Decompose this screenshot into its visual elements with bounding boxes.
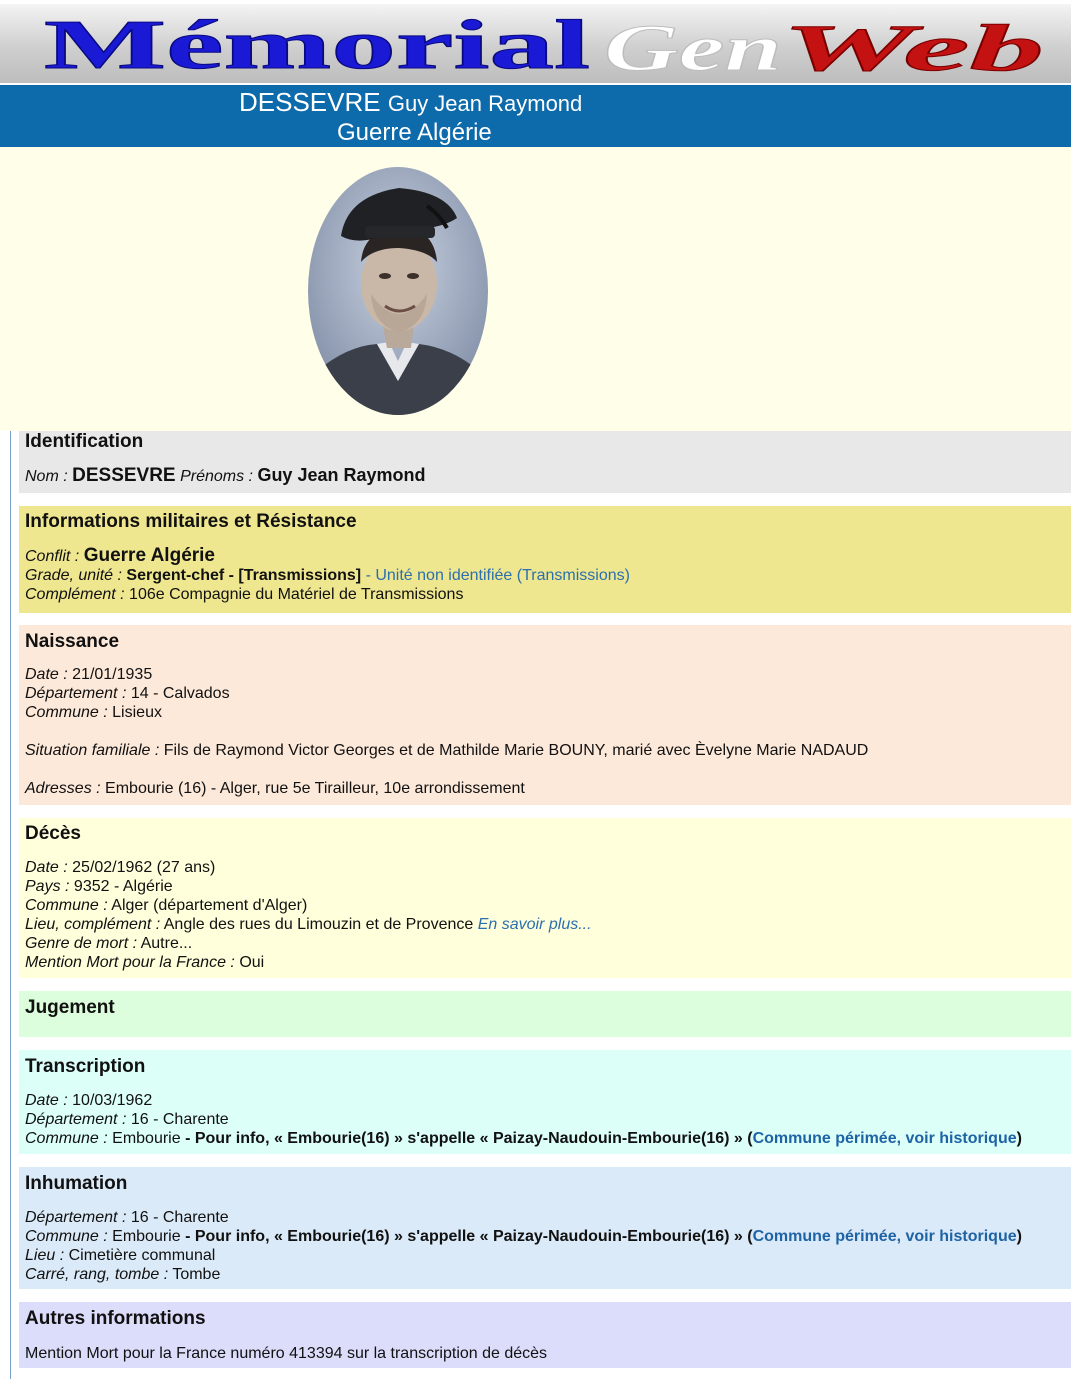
transcription-section xyxy=(19,1050,1071,1154)
adresses-label: Adresses : xyxy=(25,780,101,797)
person-title-bar xyxy=(0,85,1071,147)
transcription-commune-value: Embourie xyxy=(112,1130,181,1147)
birth-section xyxy=(19,625,1071,805)
death-pays-label: Pays : xyxy=(25,878,70,895)
logo-graphic xyxy=(0,4,1071,83)
identification-section xyxy=(19,431,1071,493)
transcription-info: - Pour info, « Embourie(16) » s'appelle « Paizay-Naudouin-Embourie(16) » ( xyxy=(180,1130,753,1147)
military-heading: Informations militaires et Résistance xyxy=(25,511,357,532)
prenoms-value: Guy Jean Raymond xyxy=(257,465,426,485)
nom-label: Nom : xyxy=(25,468,68,485)
death-date-label: Date : xyxy=(25,859,68,876)
conflit-label: Conflit : xyxy=(25,548,80,565)
transcription-heading: Transcription xyxy=(25,1056,146,1077)
birth-date-label: Date : xyxy=(25,666,68,683)
unit-link[interactable]: - Unité non identifiée (Transmissions) xyxy=(361,567,630,584)
death-lieu-label: Lieu, complément : xyxy=(25,916,161,933)
title-conflict: Guerre Algérie xyxy=(337,119,492,146)
en-savoir-plus-link[interactable]: En savoir plus... xyxy=(477,916,592,933)
transcription-close-paren: ) xyxy=(1016,1130,1022,1147)
judgement-section xyxy=(19,991,1071,1037)
nom-value: DESSEVRE xyxy=(72,465,176,486)
birth-dept-value: 14 - Calvados xyxy=(130,685,230,702)
birth-body xyxy=(25,665,868,798)
death-pays-value: 9352 - Algérie xyxy=(73,878,173,895)
burial-dept-label: Département : xyxy=(25,1209,127,1226)
birth-date-value: 21/01/1935 xyxy=(72,666,153,683)
conflit-value: Guerre Algérie xyxy=(83,545,215,566)
death-section xyxy=(19,818,1071,978)
burial-commune-label: Commune : xyxy=(25,1228,108,1245)
death-heading: Décès xyxy=(25,823,81,844)
identification-heading: Identification xyxy=(25,431,144,452)
grade-value: Sergent-chef - [Transmissions] xyxy=(126,567,362,584)
birth-commune-label: Commune : xyxy=(25,704,108,721)
prenoms-label: Prénoms : xyxy=(180,468,253,485)
genre-label: Genre de mort : xyxy=(25,935,138,952)
burial-body xyxy=(25,1208,1022,1284)
transcription-body xyxy=(25,1091,1022,1148)
military-body xyxy=(25,546,630,604)
mention-value: Oui xyxy=(239,954,265,971)
transcription-dept-label: Département : xyxy=(25,1111,127,1128)
complement-value: 106e Compagnie du Matériel de Transmissions xyxy=(129,586,464,603)
adresses-value: Embourie (16) - Alger, rue 5e Tirailleur, 10e arrondissement xyxy=(105,780,525,797)
other-info-section xyxy=(19,1302,1071,1368)
burial-close-paren: ) xyxy=(1016,1228,1022,1245)
other-info-heading: Autres informations xyxy=(25,1308,206,1329)
mention-label: Mention Mort pour la France : xyxy=(25,954,235,971)
situation-value: Fils de Raymond Victor Georges et de Mathilde Marie BOUNY, marié avec Èvelyne Marie NADAUD xyxy=(163,742,869,759)
death-body xyxy=(25,858,592,972)
death-date-value: 25/02/1962 (27 ans) xyxy=(72,859,216,876)
complement-label: Complément : xyxy=(25,586,125,603)
grade-label: Grade, unité : xyxy=(25,567,122,584)
situation-label: Situation familiale : xyxy=(25,742,160,759)
burial-lieu-label: Lieu : xyxy=(25,1247,65,1264)
logo-gen-text: Gen xyxy=(604,12,782,83)
burial-carre-value: Tombe xyxy=(172,1266,221,1283)
judgement-heading: Jugement xyxy=(25,997,115,1018)
transcription-historique-link[interactable]: Commune périmée, voir historique xyxy=(752,1130,1017,1147)
transcription-date-value: 10/03/1962 xyxy=(72,1092,153,1109)
genre-value: Autre... xyxy=(140,935,193,952)
burial-info: - Pour info, « Embourie(16) » s'appelle « Paizay-Naudouin-Embourie(16) » ( xyxy=(180,1228,753,1245)
burial-carre-label: Carré, rang, tombe : xyxy=(25,1266,169,1283)
transcription-date-label: Date : xyxy=(25,1092,68,1109)
birth-commune-value: Lisieux xyxy=(112,704,162,721)
military-section xyxy=(19,506,1071,613)
burial-dept-value: 16 - Charente xyxy=(130,1209,229,1226)
burial-commune-value: Embourie xyxy=(112,1228,181,1245)
logo-web-text: Web xyxy=(782,12,1044,83)
burial-section xyxy=(19,1167,1071,1289)
portrait-photo[interactable] xyxy=(307,166,489,416)
site-logo[interactable] xyxy=(0,4,1071,83)
photo-area xyxy=(0,147,1071,431)
burial-lieu-value: Cimetière communal xyxy=(68,1247,216,1264)
death-lieu-value: Angle des rues du Limouzin et de Provence xyxy=(163,916,474,933)
title-surname: DESSEVRE xyxy=(239,87,381,117)
logo-memorial-text: Mémorial xyxy=(44,7,590,83)
burial-heading: Inhumation xyxy=(25,1173,128,1194)
identification-body xyxy=(25,464,425,488)
death-commune-value: Alger (département d'Alger) xyxy=(111,897,308,914)
person-name-heading xyxy=(239,87,582,118)
left-border-line xyxy=(10,431,11,1379)
birth-dept-label: Département : xyxy=(25,685,127,702)
death-commune-label: Commune : xyxy=(25,897,108,914)
transcription-commune-label: Commune : xyxy=(25,1130,108,1147)
title-given-names: Guy Jean Raymond xyxy=(387,91,583,116)
other-info-text: Mention Mort pour la France numéro 413394 sur la transcription de décès xyxy=(25,1345,548,1362)
birth-heading: Naissance xyxy=(25,631,120,652)
transcription-dept-value: 16 - Charente xyxy=(130,1111,229,1128)
burial-historique-link[interactable]: Commune périmée, voir historique xyxy=(752,1228,1017,1245)
